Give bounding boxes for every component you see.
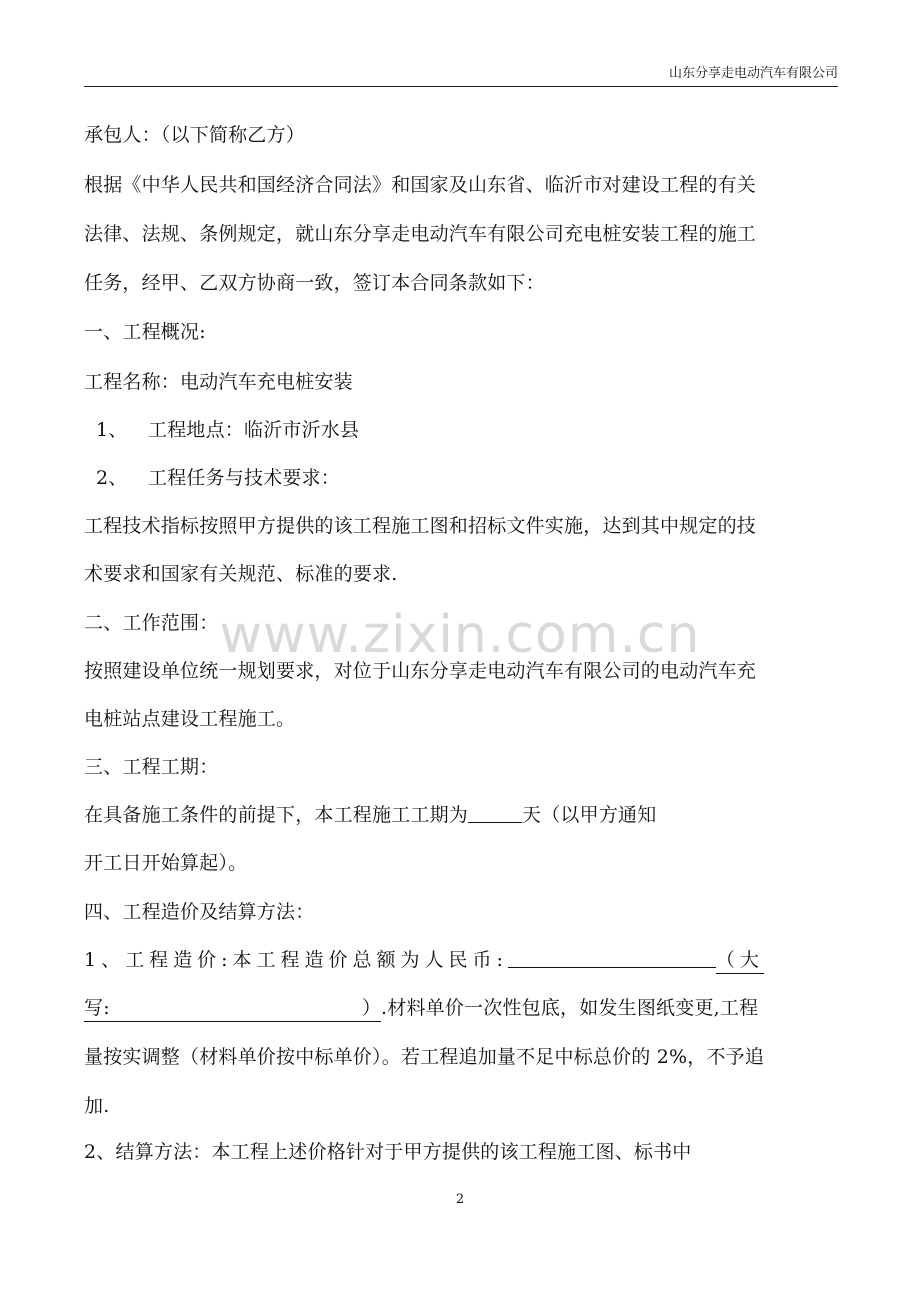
project-location-text: 工程地点：临沂市沂水县 xyxy=(148,419,360,441)
duration-blank xyxy=(468,802,522,823)
project-task xyxy=(96,465,856,491)
price-uppercase-blank xyxy=(84,995,381,1022)
price-line-3: 量按实调整（材料单价按中标单价）。若工程追加量不足中标总价的 2%，不予追 xyxy=(84,1046,765,1068)
scope-line-2: 电桩站点建设工程施工。 xyxy=(84,708,296,730)
contractor-line: 承包人：（以下简称乙方） xyxy=(84,124,305,146)
price-line-1 xyxy=(84,947,844,974)
section-2-heading: 二、工作范围： xyxy=(84,612,219,634)
price-line-2 xyxy=(84,995,844,1022)
duration-line-1 xyxy=(84,802,844,828)
price-uppercase-label: （大 xyxy=(716,947,764,974)
section-1-heading: 一、工程概况: xyxy=(84,321,206,343)
watermark: www.zixin.com.cn xyxy=(219,605,701,665)
tech-requirement-line-1: 工程技术指标按照甲方提供的该工程施工图和招标文件实施，达到其中规定的技 xyxy=(84,515,757,537)
page-header xyxy=(84,64,838,87)
header-company: 山东分享走电动汽车有限公司 xyxy=(668,66,838,81)
uppercase-close: ） xyxy=(361,997,382,1019)
project-name: 工程名称：电动汽车充电桩安装 xyxy=(84,371,353,393)
price-text: 1、工程造价:本工程造价总额为人民币: xyxy=(84,949,508,971)
settlement-line: 2、结算方法：本工程上述价格针对于甲方提供的该工程施工图、标书中 xyxy=(84,1141,692,1163)
duration-text: 在具备施工条件的前提下，本工程施工工期为 xyxy=(84,804,469,826)
preamble-line-3: 任务，经甲、乙双方协商一致，签订本合同条款如下： xyxy=(84,272,545,294)
duration-text-tail: 天（以甲方通知 xyxy=(522,804,657,826)
price-amount-blank xyxy=(508,947,716,968)
preamble-line-1: 根据《中华人民共和国经济合同法》和国家及山东省、临沂市对建设工程的有关 xyxy=(84,174,757,196)
price-text-tail: .材料单价一次性包底，如发生图纸变更,工程 xyxy=(381,997,759,1019)
price-line-4: 加. xyxy=(84,1095,110,1117)
scope-line-1: 按照建设单位统一规划要求，对位于山东分享走电动汽车有限公司的电动汽车充 xyxy=(84,660,757,682)
uppercase-label: 写: xyxy=(84,997,110,1019)
item-number: 1、 xyxy=(96,419,128,441)
section-3-heading: 三、工程工期： xyxy=(84,756,219,778)
preamble-line-2: 法律、法规、条例规定，就山东分享走电动汽车有限公司充电桩安装工程的施工 xyxy=(84,223,757,245)
page-number: 2 xyxy=(455,1192,465,1207)
duration-line-2: 开工日开始算起）。 xyxy=(84,852,248,874)
item-number: 2、 xyxy=(96,467,128,489)
project-location xyxy=(96,417,856,443)
section-4-heading: 四、工程造价及结算方法： xyxy=(84,901,315,923)
tech-requirement-line-2: 术要求和国家有关规范、标准的要求. xyxy=(84,563,398,585)
project-task-text: 工程任务与技术要求： xyxy=(148,467,341,489)
